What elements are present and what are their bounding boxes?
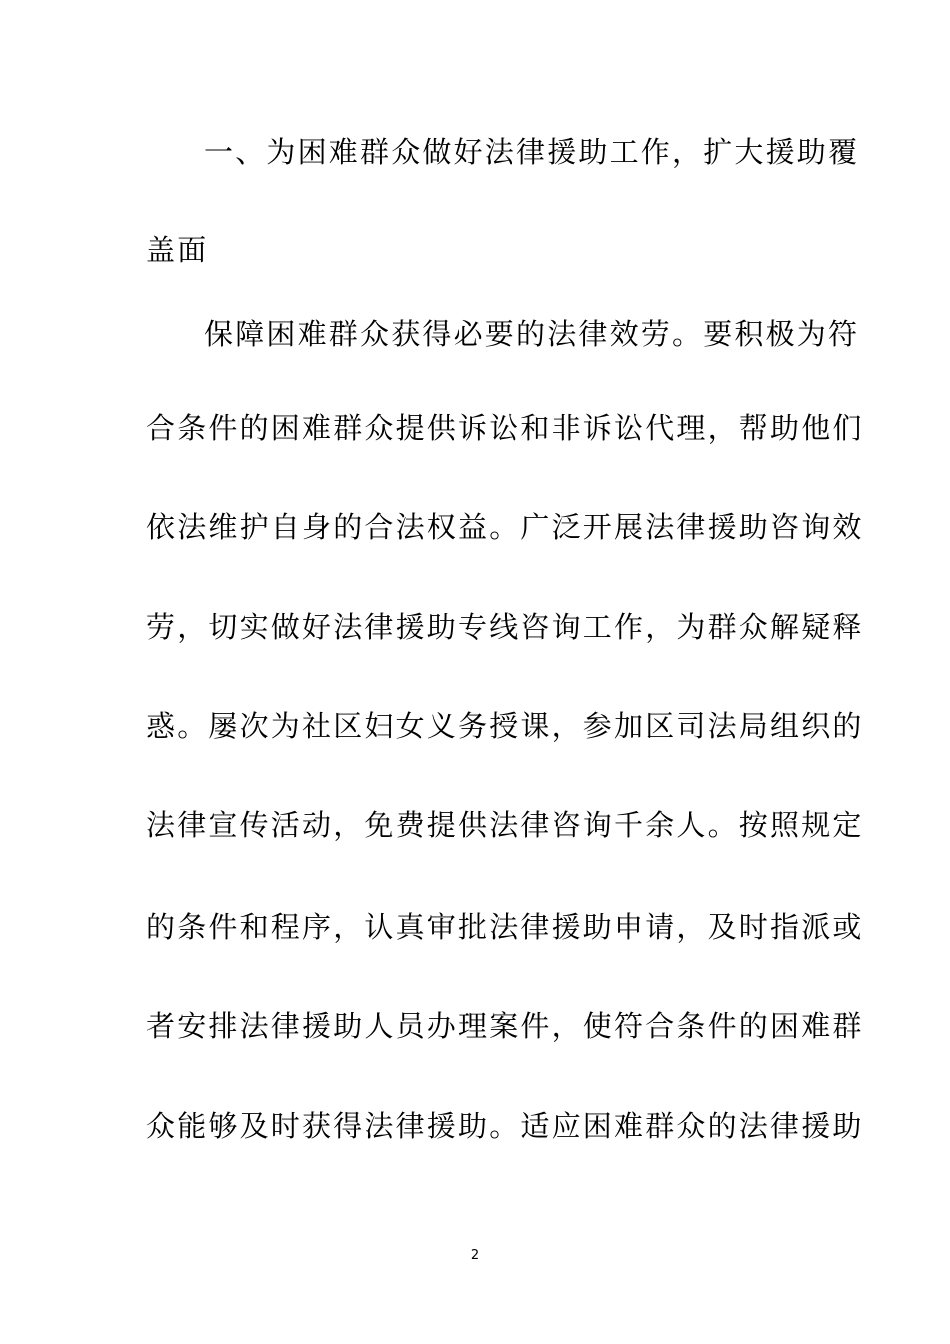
paragraph-line-2: 合条件的困难群众提供诉讼和非诉讼代理，帮助他们 (146, 411, 864, 445)
section-heading-line-1: 一、为困难群众做好法律援助工作，扩大援助覆 (204, 135, 860, 169)
paragraph-line-3: 依法维护自身的合法权益。广泛开展法律援助咨询效 (146, 510, 864, 544)
paragraph-line-5: 惑。屡次为社区妇女义务授课，参加区司法局组织的 (146, 709, 864, 743)
paragraph-line-9: 众能够及时获得法律援助。适应困难群众的法律援助 (146, 1109, 864, 1143)
paragraph-line-4: 劳，切实做好法律援助专线咨询工作，为群众解疑释 (146, 610, 864, 644)
paragraph-line-8: 者安排法律援助人员办理案件，使符合条件的困难群 (146, 1009, 864, 1043)
page-number: 2 (470, 1248, 480, 1263)
paragraph-line-6: 法律宣传活动，免费提供法律咨询千余人。按照规定 (146, 808, 864, 842)
paragraph-line-1: 保障困难群众获得必要的法律效劳。要积极为符 (204, 317, 860, 351)
paragraph-line-7: 的条件和程序，认真审批法律援助申请，及时指派或 (146, 910, 864, 944)
section-heading-line-2: 盖面 (146, 233, 209, 267)
